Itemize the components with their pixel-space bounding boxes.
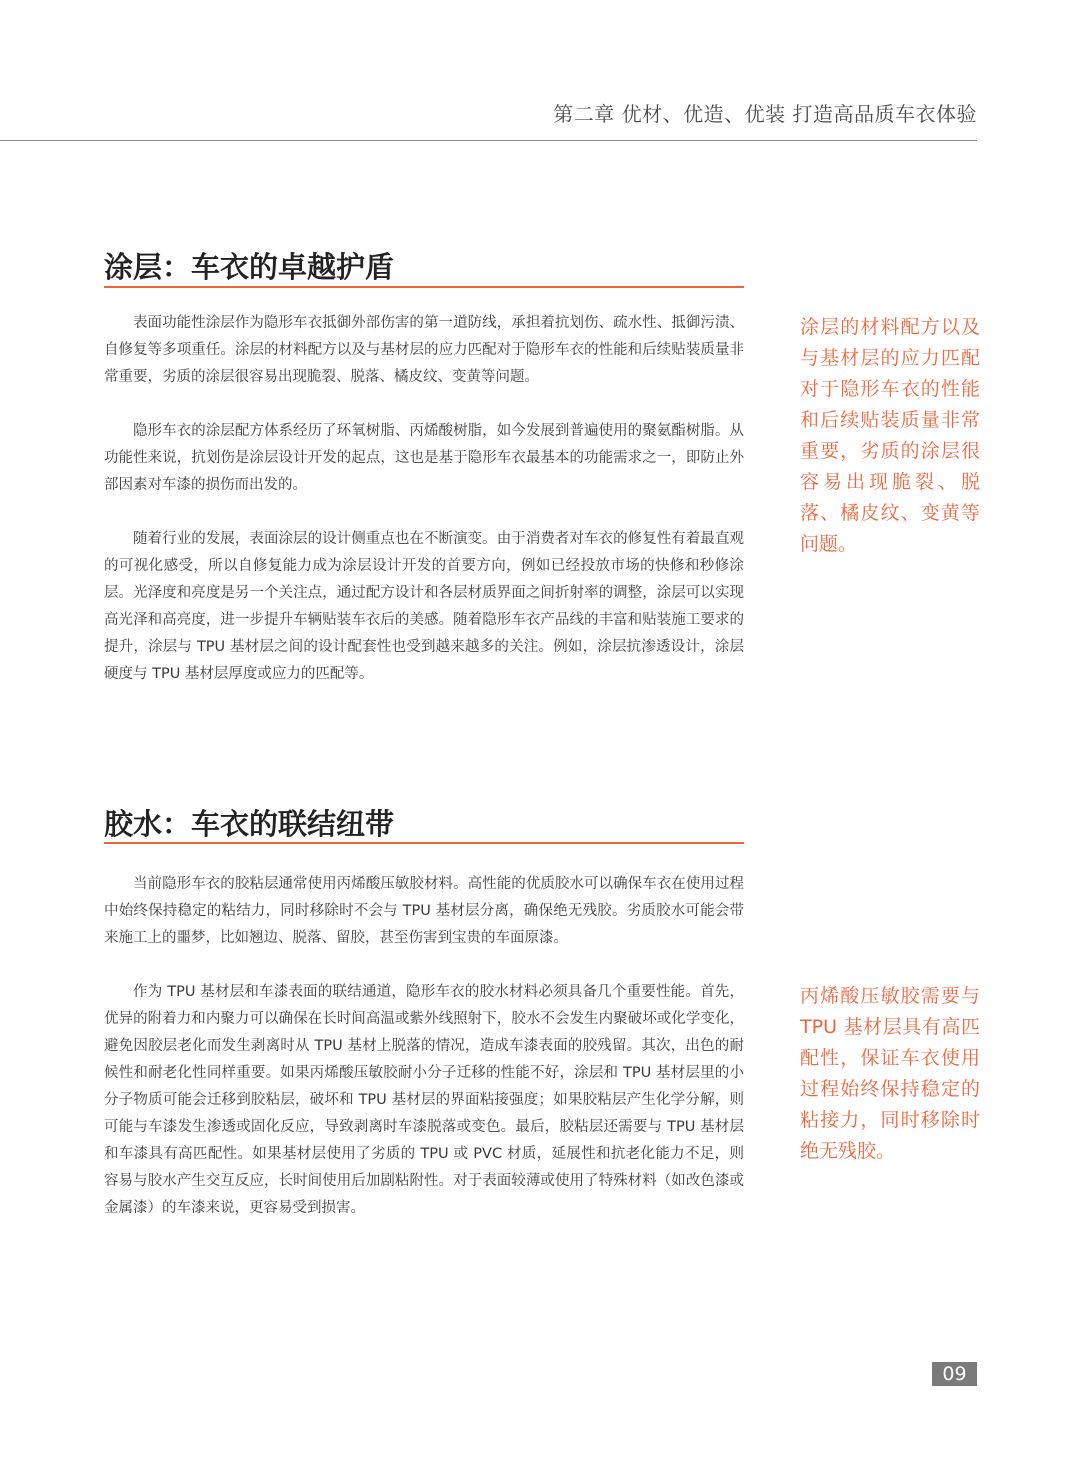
page-number: 09 (932, 1362, 977, 1386)
pull-quote-coating: 涂层的材料配方以及与基材层的应力匹配对于隐形车衣的性能和后续贴装质量非常重要，劣质的涂层很容易出现脆裂、脱落、橘皮纹、变黄等问题。 (800, 316, 980, 555)
section-title-adhesive: 胶水：车衣的联结纽带 (104, 807, 395, 841)
paragraph: 隐形车衣的涂层配方体系经历了环氧树脂、丙烯酸树脂，如今发展到普遍使用的聚氨酯树脂。从功能性来说，抗划伤是涂层设计开发的起点，这也是基于隐形车衣最基本的功能需求之一，即防止外部因素对车漆的损伤而出发的。 (104, 423, 744, 493)
pull-quote-adhesive: 丙烯酸压敏胶需要与 TPU 基材层具有高匹配性，保证车衣使用过程始终保持稳定的粘接力，同时移除时绝无残胶。 (800, 985, 980, 1162)
paragraph: 当前隐形车衣的胶粘层通常使用丙烯酸压敏胶材料。高性能的优质胶水可以确保车衣在使用过程中始终保持稳定的粘结力，同时移除时不会与 TPU 基材层分离，确保绝无残胶。劣质胶水可能会带来施工上的噩梦，比如翘边、脱落、留胶，甚至伤害到宝贵的车面原漆。 (104, 876, 744, 946)
section-title-coating: 涂层：车衣的卓越护盾 (104, 250, 395, 284)
section-body-coating (104, 310, 744, 715)
header-divider (0, 140, 977, 141)
paragraph: 作为 TPU 基材层和车漆表面的联结通道，隐形车衣的胶水材料必须具备几个重要性能。首先，优异的附着力和内聚力可以确保在长时间高温或紫外线照射下，胶水不会发生内聚破坏或化学变化，避免因胶层老化而发生剥离时从 TPU 基材上脱落的情况，造成车漆表面的胶残留。其次，出色的耐候性和耐老化性同样重要。如果丙烯酸压敏胶耐小分子迁移的性能不好，涂层和 TPU 基材层里的小分子物质可能会迁移到胶粘层，破坏和 TPU 基材层的界面粘接强度；如果胶粘层产生化学分解，则可能与车漆发生渗透或固化反应，导致剥离时车漆脱落或变色。最后，胶粘层还需要与 TPU 基材层和车漆具有高匹配性。如果基材层使用了劣质的 TPU 或 PVC 材质，延展性和抗老化能力不足，则容易与胶水产生交互反应，长时间使用后加剧粘附性。对于表面较薄或使用了特殊材料（如改色漆或金属漆）的车漆来说，更容易受到损害。 (104, 984, 744, 1216)
chapter-title: 第二章 优材、优造、优装 打造高品质车衣体验 (553, 102, 977, 126)
paragraph: 表面功能性涂层作为隐形车衣抵御外部伤害的第一道防线，承担着抗划伤、疏水性、抵御污渍、自修复等多项重任。涂层的材料配方以及与基材层的应力匹配对于隐形车衣的性能和后续贴装质量非常重要，劣质的涂层很容易出现脆裂、脱落、橘皮纹、变黄等问题。 (104, 315, 744, 385)
section-divider-coating (104, 286, 744, 288)
section-divider-adhesive (104, 842, 744, 844)
paragraph: 随着行业的发展，表面涂层的设计侧重点也在不断演变。由于消费者对车衣的修复性有着最直观的可视化感受，所以自修复能力成为涂层设计开发的首要方向，例如已经投放市场的快修和秒修涂层。光泽度和亮度是另一个关注点，通过配方设计和各层材质界面之间折射率的调整，涂层可以实现高光泽和高亮度，进一步提升车辆贴装车衣后的美感。随着隐形车衣产品线的丰富和贴装施工要求的提升，涂层与 TPU 基材层之间的设计配套性也受到越来越多的关注。例如，涂层抗渗透设计，涂层硬度与 TPU 基材层厚度或应力的匹配等。 (104, 531, 744, 682)
section-body-adhesive (104, 871, 744, 1249)
